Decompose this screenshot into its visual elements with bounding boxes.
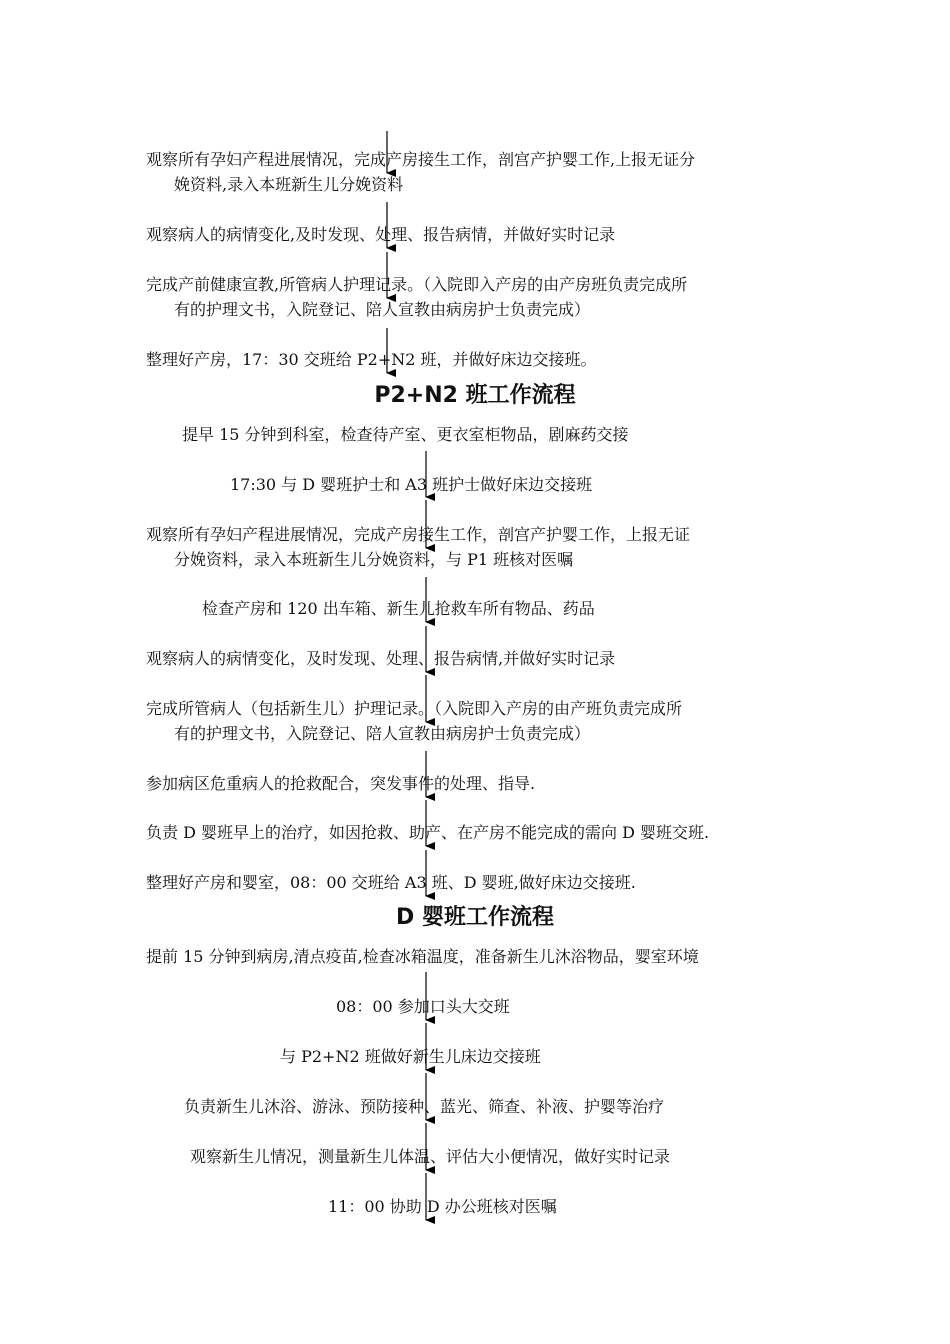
flow-step-2-5: 观察病人的病情变化，及时发现、处理、报告病情,并做好实时记录 — [146, 649, 616, 668]
flow-step-2-1: 提早 15 分钟到科室，检查待产室、更衣室柜物品，剧麻药交接 — [182, 425, 629, 444]
flow-step-1-3: 完成产前健康宣教,所管病人护理记录。（入院即入产房的由产房班负责完成所 — [146, 275, 688, 294]
flow-step-3-3: 与 P2+N2 班做好新生儿床边交接班 — [280, 1047, 541, 1066]
flow-step-1-2: 观察病人的病情变化,及时发现、处理、报告病情，并做好实时记录 — [146, 225, 616, 244]
flow-step-3-6: 11：00 协助 D 办公班核对医嘱 — [328, 1197, 557, 1216]
flow-step-3-2: 08：00 参加口头大交班 — [336, 997, 510, 1016]
flow-step-3-5: 观察新生儿情况，测量新生儿体温、评估大小便情况，做好实时记录 — [190, 1147, 671, 1166]
flow-step-3-4: 负责新生儿沐浴、游泳、预防接种、蓝光、筛查、补液、护婴等治疗 — [184, 1097, 665, 1116]
flow-step-2-9: 整理好产房和婴室，08：00 交班给 A3 班、D 婴班,做好床边交接班. — [146, 873, 636, 892]
flow-step-1-4: 整理好产房，17：30 交班给 P2+N2 班，并做好床边交接班。 — [146, 350, 597, 369]
flow-step-2-3-cont: 分娩资料，录入本班新生儿分娩资料，与 P1 班核对医嘱 — [174, 550, 574, 569]
flow-step-2-7: 参加病区危重病人的抢救配合，突发事件的处理、指导. — [146, 774, 536, 793]
flow-step-2-6-cont: 有的护理文书，入院登记、陪人宣教由病房护士负责完成） — [174, 724, 591, 743]
flow-step-1-1-cont: 娩资料,录入本班新生儿分娩资料 — [174, 175, 404, 194]
flow-step-1-1: 观察所有孕妇产程进展情况，完成产房接生工作，剖宫产护婴工作,上报无证分 — [146, 150, 696, 169]
flow-step-2-3: 观察所有孕妇产程进展情况，完成产房接生工作，剖宫产护婴工作，上报无证 — [146, 525, 691, 544]
flow-step-2-2: 17:30 与 D 婴班护士和 A3 班护士做好床边交接班 — [230, 475, 593, 494]
flow-step-2-4: 检查产房和 120 出车箱、新生儿抢救车所有物品、药品 — [202, 599, 595, 618]
section-title-p2n2: P2+N2 班工作流程 — [374, 383, 576, 408]
section-title-d-ying: D 婴班工作流程 — [396, 905, 554, 930]
flow-step-3-1: 提前 15 分钟到病房,清点疫苗,检查冰箱温度，准备新生儿沐浴物品，婴室环境 — [146, 947, 699, 966]
flow-step-1-3-cont: 有的护理文书，入院登记、陪人宣教由病房护士负责完成） — [174, 300, 591, 319]
flow-step-2-6: 完成所管病人（包括新生儿）护理记录。（入院即入产房的由产班负责完成所 — [146, 699, 683, 718]
flow-step-2-8: 负责 D 婴班早上的治疗，如因抢救、助产、在产房不能完成的需向 D 婴班交班. — [146, 823, 710, 842]
